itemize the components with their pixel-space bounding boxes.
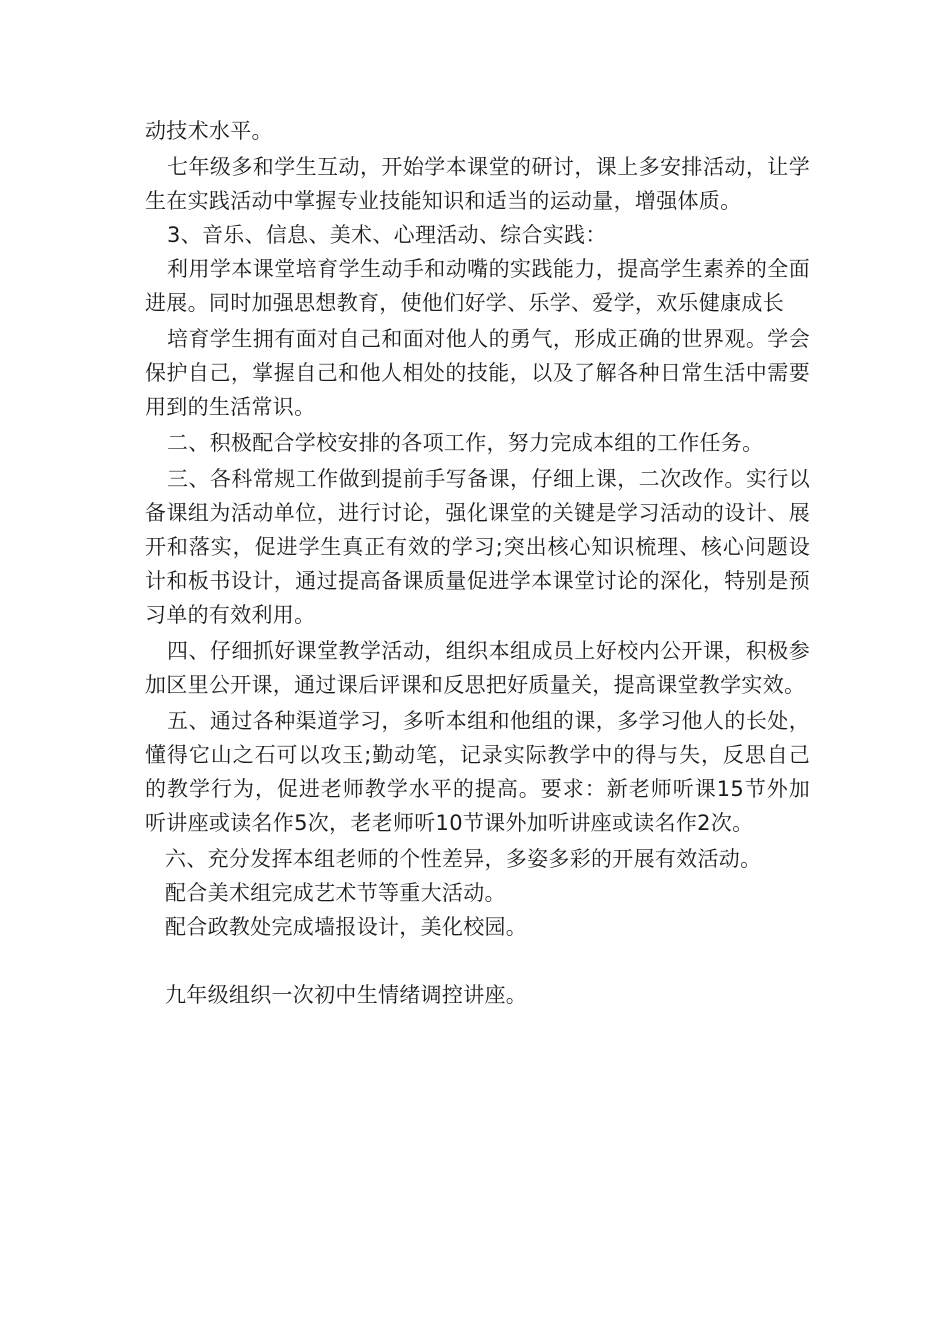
- paragraph-heading-arts: 3、音乐、信息、美术、心理活动、综合实践：: [167, 223, 607, 247]
- blank-line: [145, 944, 810, 978]
- paragraph-item-2: 二、积极配合学校安排的各项工作，努力完成本组的工作任务。: [167, 431, 764, 455]
- paragraph-grade9-lecture: 九年级组织一次初中生情绪调控讲座。: [165, 983, 528, 1007]
- document-page: [145, 114, 810, 1012]
- paragraph-wall-newspaper: 配合政教处完成墙报设计，美化校园。: [165, 915, 528, 939]
- paragraph-practice-ability: 利用学本课堂培育学生动手和动嘴的实践能力，提高学生素养的全面进展。同时加强思想教育，使他们好学、乐学、爱学，欢乐健康成长: [145, 257, 810, 315]
- paragraph-item-3: 三、各科常规工作做到提前手写备课，仔细上课，二次改作。实行以备课组为活动单位，进行讨论，强化课堂的关键是学习活动的设计、展开和落实，促进学生真正有效的学习;突出核心知识梳理、核心问题设计和板书设计，通过提高备课质量促进学本课堂讨论的深化，特别是预习单的有效利用。: [145, 467, 810, 627]
- paragraph-item-6: 六、充分发挥本组老师的个性差异，多姿多彩的开展有效活动。: [165, 847, 762, 871]
- paragraph-art-festival: 配合美术组完成艺术节等重大活动。: [165, 881, 506, 905]
- paragraph-item-5: 五、通过各种渠道学习，多听本组和他组的课，多学习他人的长处，懂得它山之石可以攻玉;勤动笔，记录实际教学中的得与失，反思自己的教学行为，促进老师教学水平的提高。要求：新老师听课15节外加听讲座或读名作5次，老老师听10节课外加听讲座或读名作2次。: [145, 709, 810, 835]
- paragraph-courage: 培育学生拥有面对自己和面对他人的勇气，形成正确的世界观。学会保护自己，掌握自己和他人相处的技能，以及了解各种日常生活中需要用到的生活常识。: [145, 327, 810, 419]
- paragraph-grade7: 七年级多和学生互动，开始学本课堂的研讨，课上多安排活动，让学生在实践活动中掌握专业技能知识和适当的运动量，增强体质。: [145, 155, 810, 213]
- paragraph-item-4: 四、仔细抓好课堂教学活动，组织本组成员上好校内公开课，积极参加区里公开课，通过课后评课和反思把好质量关，提高课堂教学实效。: [145, 639, 810, 697]
- paragraph-continuation: 动技术水平。: [145, 119, 273, 143]
